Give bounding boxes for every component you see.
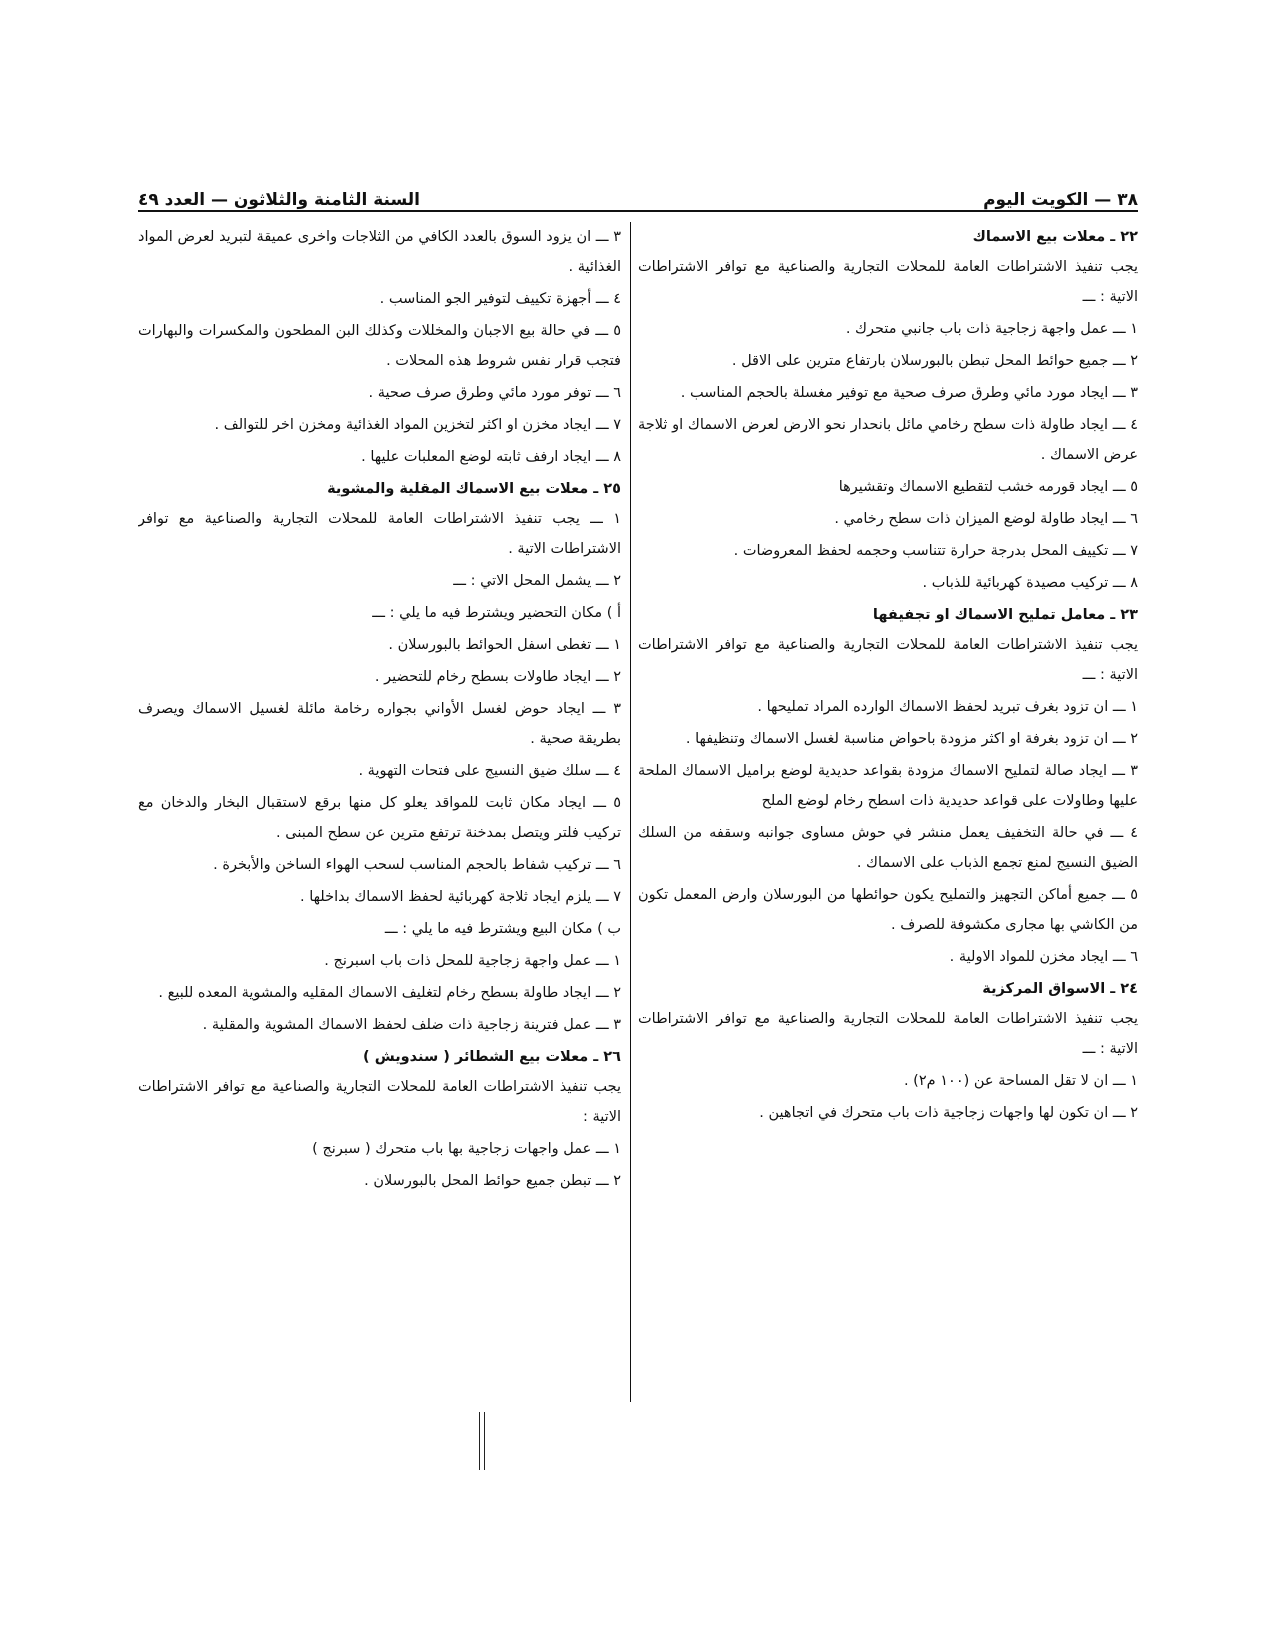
- paragraph: ب ) مكان البيع ويشترط فيه ما يلي : ـــ: [384, 921, 621, 937]
- paragraph: ٦ ـــ ايجاد طاولة لوضع الميزان ذات سطح رخامي .: [834, 511, 1138, 527]
- paragraph: ٢ ـــ تبطن جميع حوائط المحل بالبورسلان .: [364, 1173, 621, 1189]
- paragraph: يجب تنفيذ الاشتراطات العامة للمحلات التجارية والصناعية مع توافر الاشتراطات الاتية :: [138, 1079, 621, 1125]
- column-divider: [630, 222, 631, 1402]
- paragraph: ٥ ـــ في حالة بيع الاجبان والمخللات وكذلك البن المطحون والمكسرات والبهارات فتجب قرار نفس شروط هذه المحلات .: [138, 323, 621, 369]
- section-heading: ٢٢ ـ معلات بيع الاسماك: [972, 229, 1138, 245]
- paragraph: ١ ـــ ان لا تقل المساحة عن (١٠٠ م٢) .: [903, 1073, 1138, 1089]
- paragraph: ٣ ـــ ايجاد مورد مائي وطرق صرف صحية مع توفير مغسلة بالحجم المناسب .: [680, 385, 1138, 401]
- paragraph: ٢ ـــ ايجاد طاولة بسطح رخام لتغليف الاسماك المقليه والمشوية المعده للبيع .: [158, 985, 621, 1001]
- section-heading: ٢٥ ـ معلات بيع الاسماك المقلية والمشوية: [327, 481, 621, 497]
- paragraph: يجب تنفيذ الاشتراطات العامة للمحلات التجارية والصناعية مع توافر الاشتراطات الاتية : ـــ: [638, 637, 1138, 683]
- paragraph: ١ ـــ عمل واجهة زجاجية للمحل ذات باب اسبرنج .: [324, 953, 621, 969]
- paragraph: ١ ـــ عمل واجهات زجاجية بها باب متحرك ( سبرنج ): [312, 1141, 621, 1157]
- paragraph: ٤ ـــ سلك ضيق النسيج على فتحات التهوية .: [358, 763, 621, 779]
- paragraph: ٣ ـــ ايجاد حوض لغسل الأواني بجواره رخامة مائلة لغسيل الاسماك ويصرف بطريقة صحية .: [138, 701, 621, 747]
- paragraph: ٥ ـــ ايجاد قورمه خشب لتقطيع الاسماك وتقشيرها: [838, 479, 1138, 495]
- paragraph: ٢ ـــ ان تزود بغرفة او اكثر مزودة باحواض مناسبة لغسل الاسماك وتنظيفها .: [685, 731, 1138, 747]
- paragraph: ٣ ـــ ان يزود السوق بالعدد الكافي من الثلاجات واخرى عميقة لتبريد لعرض المواد الغذائية .: [138, 229, 621, 275]
- paragraph: ٦ ـــ تركيب شفاط بالحجم المناسب لسحب الهواء الساخن والأبخرة .: [213, 857, 621, 873]
- section-heading: ٢٤ ـ الاسواق المركزية: [982, 981, 1138, 997]
- paragraph: ٧ ـــ تكييف المحل بدرجة حرارة تتناسب وحجمه لحفظ المعروضات .: [733, 543, 1138, 559]
- page-header: [138, 180, 1138, 210]
- paragraph: ٤ ـــ أجهزة تكييف لتوفير الجو المناسب .: [379, 291, 621, 307]
- paragraph: ٢ ـــ ايجاد طاولات بسطح رخام للتحضير .: [374, 669, 621, 685]
- paragraph: ١ ـــ يجب تنفيذ الاشتراطات العامة للمحلات التجارية والصناعية مع توافر الاشتراطات الاتية .: [138, 511, 621, 557]
- paragraph: ٤ ـــ في حالة التخفيف يعمل منشر في حوش مساوى جوانبه وسقفه من السلك الضيق النسيج لمنع تجمع الذباب على الاسماك .: [638, 825, 1138, 871]
- paragraph: ٦ ـــ توفر مورد مائي وطرق صرف صحية .: [368, 385, 621, 401]
- paragraph: ٣ ـــ عمل فترينة زجاجية ذات ضلف لحفظ الاسماك المشوية والمقلية .: [202, 1017, 621, 1033]
- paragraph: ٨ ـــ ايجاد ارفف ثابته لوضع المعلبات عليها .: [361, 449, 621, 465]
- paragraph: ٦ ـــ ايجاد مخزن للمواد الاولية .: [949, 949, 1138, 965]
- paragraph: ٧ ـــ يلزم ايجاد ثلاجة كهربائية لحفظ الاسماك بداخلها .: [299, 889, 621, 905]
- section-heading: ٢٣ ـ معامل تمليح الاسماك او تجفيفها: [872, 607, 1138, 623]
- paragraph: ٢ ـــ جميع حوائط المحل تبطن بالبورسلان بارتفاع مترين على الاقل .: [731, 353, 1138, 369]
- paragraph: ٥ ـــ ايجاد مكان ثابت للمواقد يعلو كل منها برقع لاستقبال البخار والدخان مع تركيب فلتر ويتصل بمدخنة ترتفع مترين عن سطح المبنى .: [138, 795, 621, 841]
- paragraph: ١ ـــ ان تزود بغرف تبريد لحفظ الاسماك الوارده المراد تمليحها .: [757, 699, 1138, 715]
- paragraph: ٢ ـــ ان تكون لها واجهات زجاجية ذات باب متحرك في اتجاهين .: [759, 1105, 1138, 1121]
- binding-mark: [479, 1412, 485, 1470]
- paragraph: ٢ ـــ يشمل المحل الاتي : ـــ: [453, 573, 621, 589]
- paragraph: ٣ ـــ ايجاد صالة لتمليح الاسماك مزودة بقواعد حديدية لوضع براميل الاسماك الملحة عليها وطاولات على قواعد حديدية ذات اسطح رخام لوضع الملح: [638, 763, 1138, 809]
- header-rule: [138, 210, 1138, 212]
- paragraph: أ ) مكان التحضير ويشترط فيه ما يلي : ـــ: [372, 605, 621, 621]
- section-heading: ٢٦ ـ معلات بيع الشطائر ( سندويش ): [363, 1049, 621, 1065]
- paragraph: ٤ ـــ ايجاد طاولة ذات سطح رخامي مائل بانحدار نحو الارض لعرض الاسماك او ثلاجة عرض الاسماك .: [638, 417, 1138, 463]
- left-column: [138, 222, 621, 1402]
- paragraph: يجب تنفيذ الاشتراطات العامة للمحلات التجارية والصناعية مع توافر الاشتراطات الاتية : ـــ: [638, 1011, 1138, 1057]
- paragraph: ٥ ـــ جميع أماكن التجهيز والتمليح يكون حوائطها من البورسلان وارض المعمل تكون من الكاشي بها مجارى مكشوفة للصرف .: [638, 887, 1138, 933]
- paragraph: ١ ـــ عمل واجهة زجاجية ذات باب جانبي متحرك .: [845, 321, 1138, 337]
- paragraph: ١ ـــ تغطى اسفل الحوائط بالبورسلان .: [388, 637, 621, 653]
- header-page-title: ٣٨ — الكويت اليوم: [983, 190, 1138, 210]
- header-issue-info: السنة الثامنة والثلاثون — العدد ٤٩: [138, 190, 420, 210]
- paragraph: يجب تنفيذ الاشتراطات العامة للمحلات التجارية والصناعية مع توافر الاشتراطات الاتية : ـــ: [638, 259, 1138, 305]
- paragraph: ٧ ـــ ايجاد مخزن او اكثر لتخزين المواد الغذائية ومخزن اخر للتوالف .: [214, 417, 621, 433]
- right-column: [638, 222, 1138, 1402]
- paragraph: ٨ ـــ تركيب مصيدة كهربائية للذباب .: [922, 575, 1138, 591]
